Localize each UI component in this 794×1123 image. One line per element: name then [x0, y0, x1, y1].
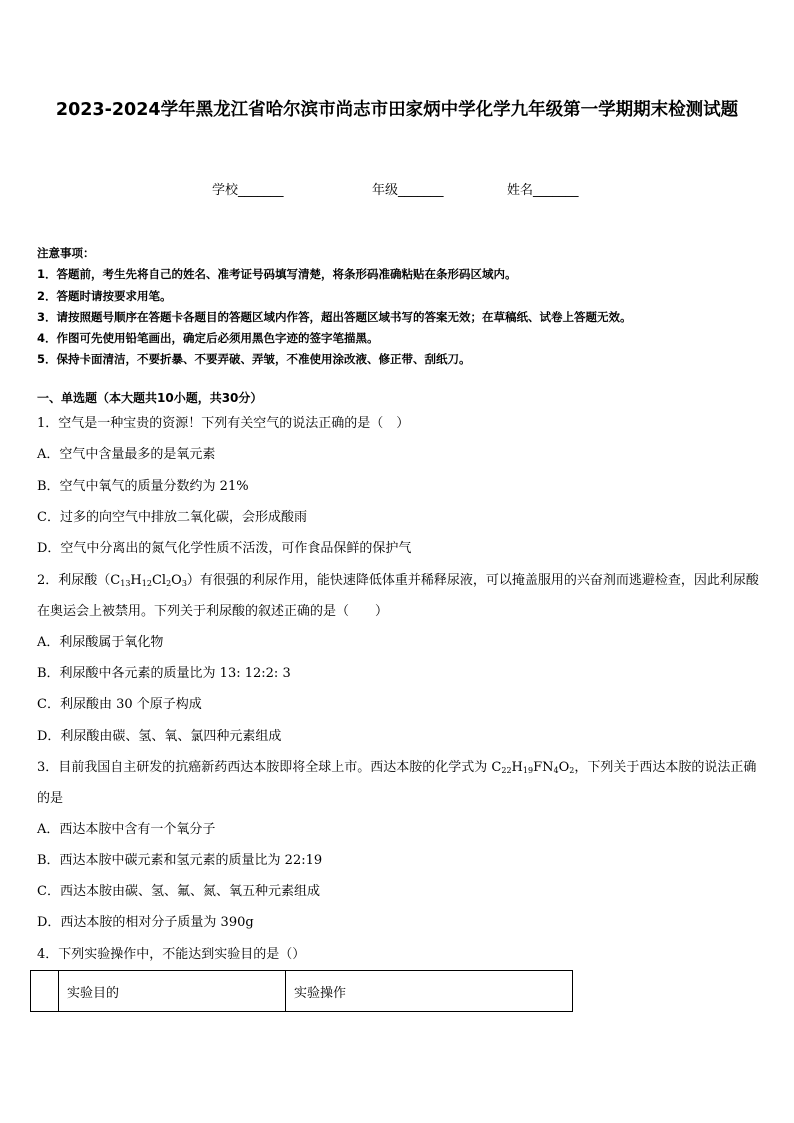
- name-label: 姓名: [507, 183, 534, 198]
- question-1-option-a: A．空气中含量最多的是氧元素: [37, 447, 216, 462]
- question-2-option-c: C．利尿酸由 30 个原子构成: [37, 697, 202, 712]
- notice-item: 1．答题前，考生先将自己的姓名、准考证号码填写清楚，将条形码准确粘贴在条形码区域内。: [37, 267, 517, 282]
- page-title: 2023-2024学年黑龙江省哈尔滨市尚志市田家炳中学化学九年级第一学期期末检测试题: [55, 100, 739, 120]
- grade-field: [372, 179, 444, 198]
- question-3-option-a: A．西达本胺中含有一个氧分子: [37, 822, 216, 837]
- question-2-option-d: D．利尿酸由碳、氢、氧、氯四种元素组成: [37, 729, 282, 744]
- school-field: [212, 179, 284, 198]
- section-heading: 一、单选题（本大题共10小题，共30分）: [37, 391, 263, 405]
- table-header-operation: 实验操作: [286, 971, 573, 1012]
- experiment-table: [30, 970, 573, 1012]
- table-cell: [31, 971, 59, 1012]
- notice-item: 3．请按照题号顺序在答题卡各题目的答题区域内作答，超出答题区域书写的答案无效；在草稿纸、试卷上答题无效。: [37, 309, 632, 324]
- school-blank: _______: [238, 183, 284, 198]
- question-3-option-b: B．西达本胺中碳元素和氢元素的质量比为 22:19: [37, 853, 323, 868]
- question-2-option-a: A．利尿酸属于氧化物: [37, 635, 164, 650]
- question-1-option-d: D．空气中分离出的氮气化学性质不活泼，可作食品保鲜的保护气: [37, 541, 412, 556]
- question-2-stem: 2．利尿酸$(C_{13}H_{12}Cl_2O_3)$有很强的利尿作用，能快速降低体重并稀释尿液，可以掩盖服用的兴奋剂而逃避检查，因此利尿酸在奥运会上被禁用。下列关于利尿酸的叙述正确的是（ ）: [37, 573, 759, 619]
- question-3-stem: 3．目前我国自主研发的抗癌新药西达本胺即将全球上市。西达本胺的化学式为 $C_{22}H_{19}FN_4O_2$，下列关于西达本胺的说法正确的是: [37, 760, 757, 806]
- notice-heading: 注意事项：: [37, 246, 95, 260]
- notice-item: 4．作图可先使用铅笔画出，确定后必须用黑色字迹的签字笔描黑。: [37, 331, 379, 346]
- formula: $C_{13}H_{12}Cl_2O_3$: [110, 573, 187, 588]
- table-row: [31, 971, 573, 1012]
- name-field: [507, 179, 579, 198]
- grade-blank: _______: [398, 183, 444, 198]
- question-1-stem: 1．空气是一种宝贵的资源！下列有关空气的说法正确的是（ ）: [37, 416, 410, 431]
- school-label: 学校: [212, 183, 239, 198]
- notice-block: [37, 243, 767, 371]
- notice-item: 5．保持卡面清洁，不要折暴、不要弄破、弄皱，不准使用涂改液、修正带、刮纸刀。: [37, 352, 471, 367]
- table-header-purpose: 实验目的: [59, 971, 286, 1012]
- question-3-option-d: D．西达本胺的相对分子质量为 390g: [37, 915, 254, 930]
- notice-item: 2．答题时请按要求用笔。: [37, 288, 172, 303]
- question-4-stem: 4．下列实验操作中，不能达到实验目的是（）: [37, 947, 306, 962]
- grade-label: 年级: [372, 183, 399, 198]
- question-2-option-b: B．利尿酸中各元素的质量比为 13: 12:2: 3: [37, 666, 291, 681]
- question-1-option-c: C．过多的向空气中排放二氧化碳，会形成酸雨: [37, 510, 307, 525]
- question-1-option-b: B．空气中氧气的质量分数约为 21%: [37, 479, 249, 494]
- name-blank: _______: [533, 183, 579, 198]
- formula: $C_{22}H_{19}FN_4O_2$: [491, 760, 575, 775]
- question-3-option-c: C．西达本胺由碳、氢、氟、氮、氧五种元素组成: [37, 884, 320, 899]
